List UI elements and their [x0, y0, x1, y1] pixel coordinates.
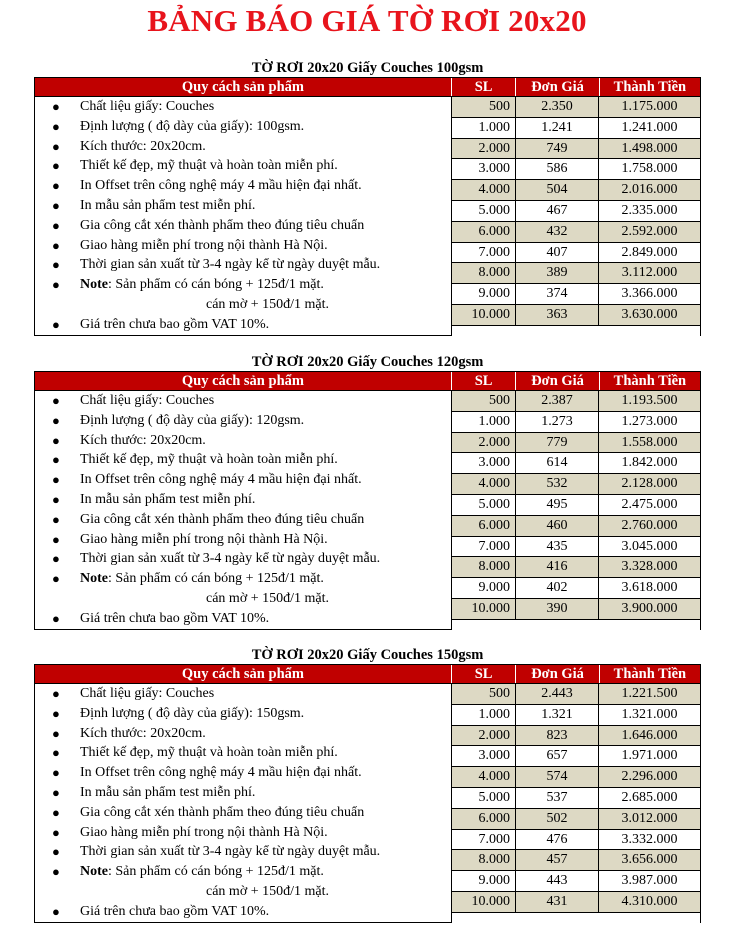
section-title: TỜ RƠI 20x20 Giấy Couches 120gsm: [251, 354, 484, 370]
header-sl: SL: [452, 372, 517, 390]
note-item: [35, 862, 451, 882]
spec-text: Định lượng ( độ dày của giấy): 100gsm.: [80, 118, 305, 134]
spec-item: [35, 530, 451, 550]
vat-text: Giá trên chưa bao gồm VAT 10%.: [80, 610, 270, 626]
cell-sl: 9.000: [452, 284, 516, 304]
table-row: [452, 684, 700, 705]
bullet-icon: ●: [52, 511, 60, 527]
cell-thanh-tien: 2.296.000: [621, 769, 678, 785]
price-section: [34, 59, 701, 336]
header-sl: SL: [452, 665, 517, 683]
cell-don-gia: 586: [516, 159, 599, 179]
table-row: [452, 474, 700, 495]
cell-thanh-tien: 3.618.000: [621, 580, 678, 596]
cell-sl: 2.000: [452, 726, 516, 746]
cell-sl: 3.000: [452, 746, 516, 766]
table-row: [452, 243, 700, 264]
spec-text: In mẫu sản phẩm test miễn phí.: [80, 784, 256, 800]
page-title: BẢNG BÁO GIÁ TỜ RƠI 20x20: [147, 3, 587, 38]
section-title: TỜ RƠI 20x20 Giấy Couches 150gsm: [251, 647, 484, 663]
table-row: [452, 97, 700, 118]
cell-thanh-tien: 3.900.000: [621, 600, 678, 616]
spec-text: Định lượng ( độ dày của giấy): 150gsm.: [80, 705, 305, 721]
bullet-icon: ●: [52, 571, 60, 587]
bullet-icon: ●: [52, 864, 60, 880]
table-row: [452, 391, 700, 412]
bullet-icon: ●: [52, 178, 60, 194]
header-sl: SL: [452, 78, 517, 96]
bullet-icon: ●: [52, 158, 60, 174]
spec-text: Kích thước: 20x20cm.: [80, 432, 206, 448]
cell-thanh-tien: 3.366.000: [621, 286, 678, 302]
table-row: [452, 180, 700, 201]
bullet-icon: ●: [52, 138, 60, 154]
price-rows: [452, 684, 700, 923]
price-table: [34, 371, 701, 630]
table-row: [452, 726, 700, 747]
cell-thanh-tien: 1.646.000: [621, 727, 678, 743]
bullet-icon: ●: [52, 705, 60, 721]
cell-sl: 8.000: [452, 557, 516, 577]
section-title: TỜ RƠI 20x20 Giấy Couches 100gsm: [251, 60, 484, 76]
table-row: [452, 767, 700, 788]
spec-item: [35, 823, 451, 843]
spec-item: [35, 431, 451, 451]
cell-thanh-tien: 3.328.000: [621, 559, 678, 575]
bullet-icon: ●: [52, 197, 60, 213]
cell-don-gia: 435: [516, 537, 599, 557]
bullet-icon: ●: [52, 452, 60, 468]
cell-thanh-tien: 3.987.000: [621, 873, 678, 889]
cell-sl: 7.000: [452, 830, 516, 850]
cell-don-gia: 431: [516, 892, 599, 912]
cell-thanh-tien: 2.016.000: [621, 182, 678, 198]
cell-sl: 10.000: [452, 599, 516, 619]
note-text: [80, 862, 324, 882]
cell-thanh-tien: 3.332.000: [621, 831, 678, 847]
table-row: [452, 892, 700, 913]
table-row: [452, 453, 700, 474]
cell-sl: 9.000: [452, 871, 516, 891]
spec-item: [35, 196, 451, 216]
header-don-gia: Đơn Giá: [516, 665, 599, 683]
cell-sl: 4.000: [452, 180, 516, 200]
header-thanh-tien: Thành Tiền: [613, 373, 687, 389]
note-text: [80, 275, 324, 295]
bullet-icon: ●: [52, 903, 60, 919]
spec-item: [35, 255, 451, 275]
price-table: [34, 77, 701, 336]
spec-item: [35, 236, 451, 256]
spec-text: In Offset trên công nghệ máy 4 mầu hiện đại nhất.: [80, 765, 362, 781]
cell-sl: 7.000: [452, 537, 516, 557]
spec-text: Chất liệu giấy: Couches: [80, 686, 215, 701]
cell-sl: 3.000: [452, 453, 516, 473]
header-spec: Quy cách sản phẩm: [35, 78, 452, 96]
spec-item: [35, 684, 451, 704]
cell-sl: 1.000: [452, 705, 516, 725]
cell-thanh-tien: 1.193.500: [621, 393, 678, 408]
spec-item: [35, 470, 451, 490]
cell-thanh-tien: 1.273.000: [621, 413, 678, 429]
spec-list: [35, 684, 452, 923]
cell-don-gia: 1.273: [516, 412, 599, 432]
note-text: [80, 569, 324, 589]
cell-don-gia: 502: [516, 809, 599, 829]
bullet-icon: ●: [52, 824, 60, 840]
cell-thanh-tien: 1.498.000: [621, 140, 678, 156]
table-row: [452, 139, 700, 160]
cell-sl: 7.000: [452, 243, 516, 263]
cell-sl: 8.000: [452, 263, 516, 283]
table-row: [452, 159, 700, 180]
cell-don-gia: 779: [516, 433, 599, 453]
bullet-icon: ●: [52, 531, 60, 547]
cell-don-gia: 374: [516, 284, 599, 304]
cell-thanh-tien: 1.758.000: [621, 161, 678, 177]
cell-sl: 6.000: [452, 222, 516, 242]
cell-don-gia: 407: [516, 243, 599, 263]
cell-sl: 1.000: [452, 118, 516, 138]
table-row: [452, 305, 700, 326]
note-item-2: [35, 295, 451, 315]
spec-text: In mẫu sản phẩm test miễn phí.: [80, 197, 256, 213]
cell-thanh-tien: 2.128.000: [621, 476, 678, 492]
spec-item: [35, 391, 451, 411]
note-line1: : Sản phẩm có cán bóng + 125đ/1 mặt.: [108, 571, 324, 587]
cell-sl: 6.000: [452, 516, 516, 536]
price-rows: [452, 391, 700, 630]
table-row: [452, 578, 700, 599]
price-section: [34, 353, 701, 630]
table-row: [452, 537, 700, 558]
bullet-icon: ●: [52, 412, 60, 428]
spec-item: [35, 842, 451, 862]
spec-text: Giao hàng miễn phí trong nội thành Hà Nội.: [80, 237, 328, 253]
price-section: [34, 646, 701, 923]
cell-don-gia: 537: [516, 788, 599, 808]
cell-thanh-tien: 1.971.000: [621, 748, 678, 764]
note-line2: cán mờ + 150đ/1 mặt.: [206, 590, 329, 606]
cell-don-gia: 402: [516, 578, 599, 598]
spec-item: [35, 763, 451, 783]
cell-sl: 1.000: [452, 412, 516, 432]
note-line2: cán mờ + 150đ/1 mặt.: [206, 883, 329, 899]
bullet-icon: ●: [52, 610, 60, 626]
bullet-icon: ●: [52, 217, 60, 233]
cell-thanh-tien: 2.592.000: [621, 223, 678, 239]
price-rows: [452, 97, 700, 336]
cell-sl: 5.000: [452, 201, 516, 221]
table-row: [452, 412, 700, 433]
cell-sl: 500: [452, 391, 516, 411]
table-row: [452, 222, 700, 243]
price-table: [34, 664, 701, 923]
spec-item: [35, 724, 451, 744]
bullet-icon: ●: [52, 686, 60, 701]
cell-don-gia: 416: [516, 557, 599, 577]
cell-don-gia: 457: [516, 850, 599, 870]
cell-thanh-tien: 2.335.000: [621, 202, 678, 218]
table-row: [452, 118, 700, 139]
table-row: [452, 557, 700, 578]
bullet-icon: ●: [52, 432, 60, 448]
cell-sl: 10.000: [452, 892, 516, 912]
cell-thanh-tien: 3.656.000: [621, 852, 678, 868]
cell-don-gia: 1.321: [516, 705, 599, 725]
spec-text: Gia công cắt xén thành phẩm theo đúng tiêu chuẩn: [80, 511, 365, 527]
bullet-icon: ●: [52, 118, 60, 134]
spec-text: Thời gian sản xuất từ 3-4 ngày kể từ ngày duyệt mẫu.: [80, 551, 381, 567]
note-item: [35, 569, 451, 589]
bullet-icon: ●: [52, 237, 60, 253]
spec-text: Thiết kế đẹp, mỹ thuật và hoàn toàn miễn phí.: [80, 158, 338, 174]
table-row: [452, 599, 700, 620]
spec-item: [35, 549, 451, 569]
spec-text: In Offset trên công nghệ máy 4 mầu hiện đại nhất.: [80, 178, 362, 194]
spec-item: [35, 117, 451, 137]
cell-thanh-tien: 3.630.000: [621, 306, 678, 322]
header-thanh-tien: Thành Tiền: [613, 79, 687, 95]
cell-thanh-tien: 3.112.000: [621, 265, 678, 281]
cell-sl: 5.000: [452, 788, 516, 808]
vat-item: [35, 902, 451, 922]
cell-don-gia: 574: [516, 767, 599, 787]
cell-sl: 500: [452, 684, 516, 704]
table-row: [452, 201, 700, 222]
cell-thanh-tien: 2.849.000: [621, 244, 678, 260]
header-don-gia: Đơn Giá: [516, 372, 599, 390]
spec-text: Chất liệu giấy: Couches: [80, 99, 215, 114]
table-row: [452, 495, 700, 516]
table-header: [35, 372, 700, 391]
cell-thanh-tien: 1.241.000: [621, 119, 678, 135]
bullet-icon: ●: [52, 844, 60, 860]
vat-item: [35, 609, 451, 629]
table-row: [452, 809, 700, 830]
cell-don-gia: 1.241: [516, 118, 599, 138]
cell-thanh-tien: 1.321.000: [621, 706, 678, 722]
cell-don-gia: 476: [516, 830, 599, 850]
table-row: [452, 284, 700, 305]
bullet-icon: ●: [52, 491, 60, 507]
spec-item: [35, 490, 451, 510]
spec-text: Thời gian sản xuất từ 3-4 ngày kể từ ngày duyệt mẫu.: [80, 257, 381, 273]
spec-text: Giao hàng miễn phí trong nội thành Hà Nội.: [80, 824, 328, 840]
cell-don-gia: 363: [516, 305, 599, 325]
spec-item: [35, 97, 451, 117]
spec-item: [35, 510, 451, 530]
cell-thanh-tien: 1.842.000: [621, 455, 678, 471]
bullet-icon: ●: [52, 551, 60, 567]
bullet-icon: ●: [52, 765, 60, 781]
vat-item: [35, 315, 451, 335]
cell-sl: 2.000: [452, 139, 516, 159]
bullet-icon: ●: [52, 316, 60, 332]
table-row: [452, 746, 700, 767]
spec-item: [35, 216, 451, 236]
table-header: [35, 78, 700, 97]
cell-don-gia: 614: [516, 453, 599, 473]
spec-text: Chất liệu giấy: Couches: [80, 393, 215, 408]
spec-text: Gia công cắt xén thành phẩm theo đúng tiêu chuẩn: [80, 804, 365, 820]
cell-sl: 4.000: [452, 474, 516, 494]
header-spec: Quy cách sản phẩm: [35, 372, 452, 390]
note-item-2: [35, 589, 451, 609]
spec-text: Thời gian sản xuất từ 3-4 ngày kể từ ngày duyệt mẫu.: [80, 844, 381, 860]
cell-don-gia: 389: [516, 263, 599, 283]
spec-text: Kích thước: 20x20cm.: [80, 725, 206, 741]
cell-thanh-tien: 2.475.000: [621, 496, 678, 512]
cell-thanh-tien: 3.045.000: [621, 538, 678, 554]
bullet-icon: ●: [52, 257, 60, 273]
spec-text: Thiết kế đẹp, mỹ thuật và hoàn toàn miễn phí.: [80, 452, 338, 468]
cell-don-gia: 460: [516, 516, 599, 536]
table-row: [452, 433, 700, 454]
cell-sl: 2.000: [452, 433, 516, 453]
bullet-icon: ●: [52, 745, 60, 761]
spec-item: [35, 783, 451, 803]
table-row: [452, 705, 700, 726]
spec-item: [35, 803, 451, 823]
cell-thanh-tien: 4.310.000: [621, 893, 678, 909]
cell-don-gia: 657: [516, 746, 599, 766]
cell-sl: 3.000: [452, 159, 516, 179]
header-spec: Quy cách sản phẩm: [35, 665, 452, 683]
spec-item: [35, 137, 451, 157]
cell-sl: 8.000: [452, 850, 516, 870]
cell-sl: 6.000: [452, 809, 516, 829]
table-row: [452, 516, 700, 537]
cell-don-gia: 2.350: [516, 97, 599, 117]
table-row: [452, 830, 700, 851]
cell-don-gia: 467: [516, 201, 599, 221]
cell-don-gia: 390: [516, 599, 599, 619]
cell-don-gia: 749: [516, 139, 599, 159]
spec-text: Định lượng ( độ dày của giấy): 120gsm.: [80, 412, 305, 428]
spec-text: In mẫu sản phẩm test miễn phí.: [80, 491, 256, 507]
bullet-icon: ●: [52, 393, 60, 408]
spec-item: [35, 704, 451, 724]
cell-sl: 10.000: [452, 305, 516, 325]
cell-thanh-tien: 2.760.000: [621, 517, 678, 533]
vat-text: Giá trên chưa bao gồm VAT 10%.: [80, 903, 270, 919]
spec-text: Kích thước: 20x20cm.: [80, 138, 206, 154]
cell-don-gia: 504: [516, 180, 599, 200]
note-line1: : Sản phẩm có cán bóng + 125đ/1 mặt.: [108, 277, 324, 293]
spec-item: [35, 156, 451, 176]
bullet-icon: ●: [52, 277, 60, 293]
table-row: [452, 850, 700, 871]
table-header: [35, 665, 700, 684]
spec-item: [35, 411, 451, 431]
table-row: [452, 788, 700, 809]
cell-thanh-tien: 2.685.000: [621, 789, 678, 805]
cell-sl: 5.000: [452, 495, 516, 515]
cell-don-gia: 495: [516, 495, 599, 515]
note-label: Note: [80, 864, 108, 880]
note-label: Note: [80, 277, 108, 293]
spec-list: [35, 97, 452, 336]
note-line2: cán mờ + 150đ/1 mặt.: [206, 296, 329, 312]
spec-item: [35, 743, 451, 763]
spec-item: [35, 176, 451, 196]
spec-text: Gia công cắt xén thành phẩm theo đúng tiêu chuẩn: [80, 217, 365, 233]
cell-thanh-tien: 1.221.500: [621, 686, 678, 701]
bullet-icon: ●: [52, 99, 60, 114]
spec-list: [35, 391, 452, 630]
note-label: Note: [80, 571, 108, 587]
cell-don-gia: 443: [516, 871, 599, 891]
table-row: [452, 263, 700, 284]
bullet-icon: ●: [52, 725, 60, 741]
cell-don-gia: 2.387: [516, 391, 599, 411]
spec-item: [35, 450, 451, 470]
bullet-icon: ●: [52, 472, 60, 488]
spec-text: Giao hàng miễn phí trong nội thành Hà Nội.: [80, 531, 328, 547]
cell-don-gia: 2.443: [516, 684, 599, 704]
cell-thanh-tien: 1.175.000: [621, 99, 678, 114]
cell-sl: 9.000: [452, 578, 516, 598]
cell-sl: 4.000: [452, 767, 516, 787]
bullet-icon: ●: [52, 784, 60, 800]
cell-sl: 500: [452, 97, 516, 117]
vat-text: Giá trên chưa bao gồm VAT 10%.: [80, 316, 270, 332]
header-don-gia: Đơn Giá: [516, 78, 599, 96]
cell-don-gia: 532: [516, 474, 599, 494]
table-row: [452, 871, 700, 892]
cell-thanh-tien: 3.012.000: [621, 810, 678, 826]
header-thanh-tien: Thành Tiền: [613, 666, 687, 682]
cell-don-gia: 823: [516, 726, 599, 746]
note-item-2: [35, 882, 451, 902]
cell-don-gia: 432: [516, 222, 599, 242]
spec-text: Thiết kế đẹp, mỹ thuật và hoàn toàn miễn phí.: [80, 745, 338, 761]
spec-text: In Offset trên công nghệ máy 4 mầu hiện đại nhất.: [80, 472, 362, 488]
bullet-icon: ●: [52, 804, 60, 820]
note-item: [35, 275, 451, 295]
cell-thanh-tien: 1.558.000: [621, 434, 678, 450]
note-line1: : Sản phẩm có cán bóng + 125đ/1 mặt.: [108, 864, 324, 880]
